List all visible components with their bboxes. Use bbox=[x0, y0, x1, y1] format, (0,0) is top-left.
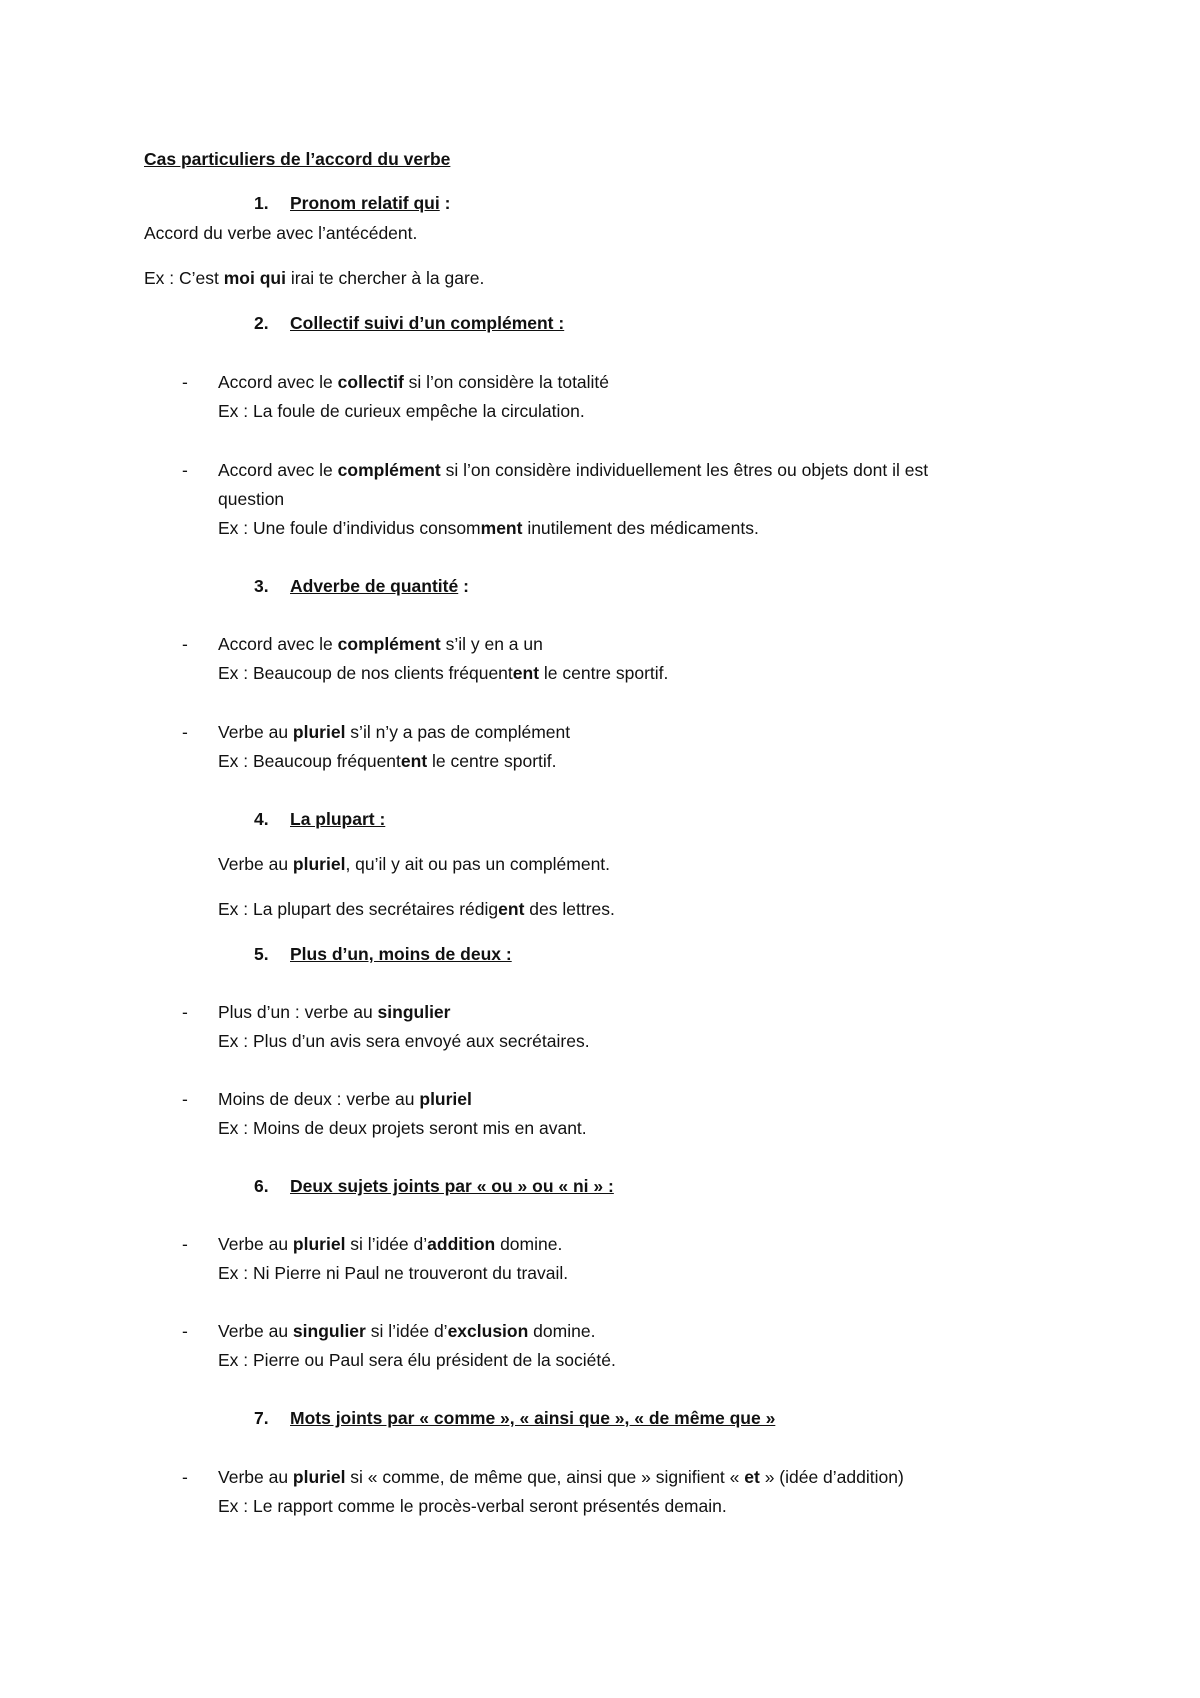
example-line: Ex : Ni Pierre ni Paul ne trouveront du travail. bbox=[218, 1263, 569, 1283]
section-heading-7 bbox=[254, 1407, 775, 1429]
text-run: Verbe au bbox=[218, 854, 293, 874]
section-heading-3 bbox=[254, 575, 469, 597]
text-run: si l’on considère individuellement les êtres ou objets dont il est bbox=[440, 460, 929, 480]
text-run: le centre sportif. bbox=[539, 663, 669, 683]
list-item bbox=[218, 459, 928, 481]
example-line: Ex : Pierre ou Paul sera élu président de la société. bbox=[218, 1350, 616, 1370]
list-item bbox=[218, 1233, 562, 1255]
bullet-dash: - bbox=[182, 1321, 188, 1341]
paragraph: Accord du verbe avec l’antécédent. bbox=[144, 223, 418, 243]
paragraph bbox=[218, 853, 610, 875]
section-title: Collectif suivi d’un complément : bbox=[290, 313, 565, 333]
list-item bbox=[218, 1320, 595, 1342]
text-run: Accord avec le bbox=[218, 634, 338, 654]
text-run: Ex : La plupart des secrétaires rédig bbox=[218, 899, 499, 919]
bold-run: singulier bbox=[377, 1002, 451, 1022]
text-run: si l’idée d’ bbox=[345, 1234, 428, 1254]
section-title: Deux sujets joints par « ou » ou « ni » : bbox=[290, 1176, 614, 1196]
text-run: si l’on considère la totalité bbox=[403, 372, 610, 392]
section-title: Pronom relatif qui bbox=[290, 193, 440, 213]
bold-run: moi qui bbox=[223, 268, 286, 288]
text-run: Ex : Beaucoup de nos clients fréquent bbox=[218, 663, 513, 683]
example-line bbox=[218, 517, 759, 539]
bullet-dash: - bbox=[182, 722, 188, 742]
text-run: Moins de deux : verbe au bbox=[218, 1089, 420, 1109]
section-title: Plus d’un, moins de deux : bbox=[290, 944, 512, 964]
text-run: Accord avec le bbox=[218, 372, 338, 392]
section-number: 5. bbox=[254, 944, 269, 964]
section-number: 7. bbox=[254, 1408, 269, 1428]
document-title: Cas particuliers de l’accord du verbe bbox=[144, 149, 451, 169]
section-heading-1 bbox=[254, 192, 450, 214]
section-heading-6 bbox=[254, 1175, 614, 1197]
section-number: 3. bbox=[254, 576, 269, 596]
text-run: Plus d’un : verbe au bbox=[218, 1002, 378, 1022]
bold-run: pluriel bbox=[292, 1234, 346, 1254]
section-heading-2 bbox=[254, 312, 564, 334]
text-run: si « comme, de même que, ainsi que » signifient « bbox=[345, 1467, 745, 1487]
bold-run: pluriel bbox=[292, 1467, 346, 1487]
bullet-dash: - bbox=[182, 1002, 188, 1022]
bold-run: ment bbox=[480, 518, 523, 538]
bold-run: singulier bbox=[292, 1321, 366, 1341]
bold-run: addition bbox=[427, 1234, 496, 1254]
bullet-dash: - bbox=[182, 1234, 188, 1254]
section-title: La plupart : bbox=[290, 809, 386, 829]
bold-run: complément bbox=[337, 634, 441, 654]
bold-run: complément bbox=[337, 460, 441, 480]
text-run: inutilement des médicaments. bbox=[522, 518, 759, 538]
example-line: Ex : Moins de deux projets seront mis en avant. bbox=[218, 1118, 587, 1138]
text-run: s’il y en a un bbox=[440, 634, 543, 654]
section-heading-5 bbox=[254, 943, 512, 965]
text-run: si l’idée d’ bbox=[365, 1321, 448, 1341]
bullet-dash: - bbox=[182, 1467, 188, 1487]
text-run: » (idée d’addition) bbox=[759, 1467, 904, 1487]
example-line bbox=[218, 750, 557, 772]
bold-run: pluriel bbox=[292, 854, 346, 874]
list-item-continuation: question bbox=[218, 489, 285, 509]
example-line: Ex : La foule de curieux empêche la circulation. bbox=[218, 401, 585, 421]
heading-colon: : bbox=[439, 193, 451, 213]
list-item bbox=[218, 633, 543, 655]
text-run: , qu’il y ait ou pas un complément. bbox=[345, 854, 611, 874]
text-run: des lettres. bbox=[524, 899, 615, 919]
example-line bbox=[144, 267, 484, 289]
text-run: s’il n’y a pas de complément bbox=[345, 722, 571, 742]
text-run: Verbe au bbox=[218, 1234, 293, 1254]
section-title: Mots joints par « comme », « ainsi que », « de même que » bbox=[290, 1408, 776, 1428]
bullet-dash: - bbox=[182, 460, 188, 480]
bold-run: et bbox=[744, 1467, 760, 1487]
bold-run: pluriel bbox=[292, 722, 346, 742]
bold-run: ent bbox=[498, 899, 525, 919]
section-title: Adverbe de quantité bbox=[290, 576, 459, 596]
list-item bbox=[218, 371, 609, 393]
section-heading-4 bbox=[254, 808, 385, 830]
heading-colon: : bbox=[458, 576, 469, 596]
text-run: domine. bbox=[495, 1234, 563, 1254]
bold-run: collectif bbox=[337, 372, 404, 392]
bold-run: exclusion bbox=[447, 1321, 529, 1341]
bullet-dash: - bbox=[182, 372, 188, 392]
text-run: Accord avec le bbox=[218, 460, 338, 480]
text-run: Verbe au bbox=[218, 722, 293, 742]
list-item bbox=[218, 1466, 904, 1488]
example-line bbox=[218, 898, 615, 920]
section-number: 1. bbox=[254, 193, 269, 213]
section-number: 4. bbox=[254, 809, 269, 829]
text-run: Ex : C’est bbox=[144, 268, 224, 288]
example-line: Ex : Plus d’un avis sera envoyé aux secrétaires. bbox=[218, 1031, 590, 1051]
bold-run: pluriel bbox=[419, 1089, 472, 1109]
example-line bbox=[218, 662, 668, 684]
list-item bbox=[218, 1001, 450, 1023]
text-run: le centre sportif. bbox=[427, 751, 557, 771]
bullet-dash: - bbox=[182, 634, 188, 654]
example-line: Ex : Le rapport comme le procès-verbal seront présentés demain. bbox=[218, 1496, 727, 1516]
list-item bbox=[218, 721, 570, 743]
list-item bbox=[218, 1088, 472, 1110]
text-run: Verbe au bbox=[218, 1467, 293, 1487]
text-run: Verbe au bbox=[218, 1321, 293, 1341]
bold-run: ent bbox=[400, 751, 428, 771]
text-run: irai te chercher à la gare. bbox=[285, 268, 485, 288]
section-number: 6. bbox=[254, 1176, 269, 1196]
bold-run: ent bbox=[512, 663, 540, 683]
text-run: domine. bbox=[528, 1321, 596, 1341]
text-run: Ex : Beaucoup fréquent bbox=[218, 751, 401, 771]
section-number: 2. bbox=[254, 313, 269, 333]
bullet-dash: - bbox=[182, 1089, 188, 1109]
text-run: Ex : Une foule d’individus consom bbox=[218, 518, 481, 538]
